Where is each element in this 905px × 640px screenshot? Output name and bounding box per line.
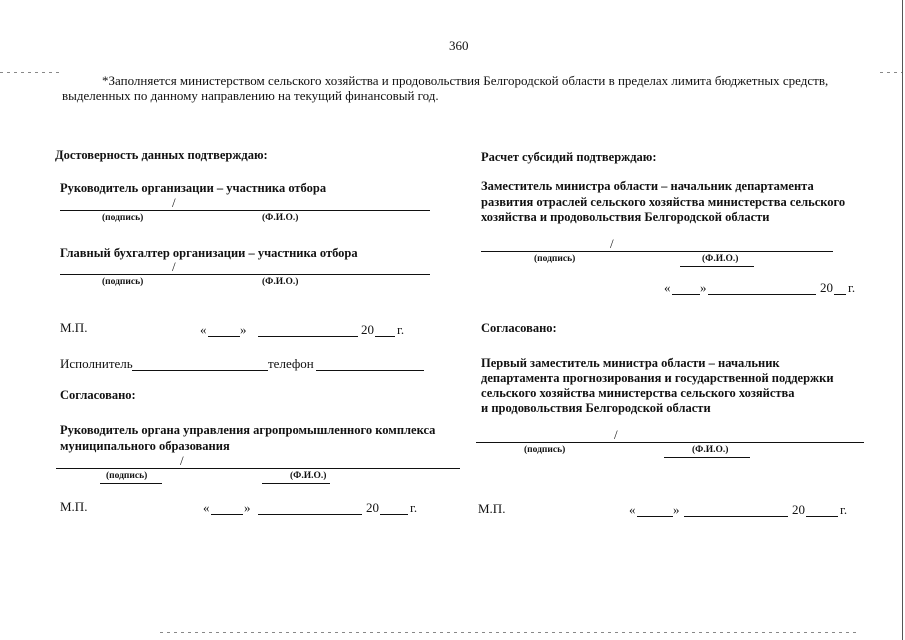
page-number: 360: [449, 38, 469, 53]
date-month-line: [258, 514, 362, 515]
date-day-line: [672, 294, 700, 295]
signature-caption: (подпись): [524, 445, 566, 455]
accountant-signature-line: [60, 274, 430, 275]
date-close-quote: »: [673, 502, 680, 517]
year-suffix: г.: [840, 502, 848, 517]
stamp-place: М.П.: [478, 501, 506, 516]
date-open-quote: «: [203, 500, 210, 515]
year-line: [806, 516, 838, 517]
caption-underline: [664, 457, 750, 458]
year-line: [380, 514, 408, 515]
agro-title-line1: Руководитель органа управления агропромышленного комплекса: [60, 423, 436, 437]
first-deputy-signature-line: [476, 442, 864, 443]
date-close-quote: »: [244, 500, 251, 515]
deputy-line2: развития отраслей сельского хозяйства министерства сельского: [481, 195, 846, 209]
right-confirm-heading: Расчет субсидий подтверждаю:: [481, 150, 657, 164]
right-agreed: Согласовано:: [481, 321, 557, 335]
scan-artifact: [0, 72, 60, 73]
scan-border: [902, 0, 903, 640]
left-confirm-heading: Достоверность данных подтверждаю:: [55, 148, 268, 162]
fio-caption: (Ф.И.О.): [702, 254, 739, 264]
footnote-line1: *Заполняется министерством сельского хозяйства и продовольствия Белгородской области в пределах лимита бюджетных средств,: [102, 73, 829, 88]
year-suffix: г.: [397, 322, 405, 337]
phone-line: [316, 370, 424, 371]
year-suffix: г.: [410, 500, 418, 515]
head-title: Руководитель организации – участника отбора: [60, 181, 327, 195]
slash-divider: /: [172, 259, 176, 274]
slash-divider: /: [172, 195, 176, 210]
slash-divider: /: [180, 453, 184, 468]
year-prefix: 20: [792, 502, 805, 517]
year-line: [834, 294, 846, 295]
deputy-line3: хозяйства и продовольствия Белгородской области: [481, 210, 770, 224]
footnote-line2: выделенных по данному направлению на текущий финансовый год.: [62, 88, 439, 103]
agro-title-line2: муниципального образования: [60, 439, 230, 453]
executor-label: Исполнитель: [60, 356, 133, 371]
agro-signature-line: [56, 468, 460, 469]
phone-label: телефон: [268, 356, 314, 371]
year-prefix: 20: [366, 500, 379, 515]
stamp-place: М.П.: [60, 320, 88, 335]
first-deputy-line3: сельского хозяйства министерства сельского хозяйства: [481, 386, 795, 400]
date-close-quote: »: [240, 322, 247, 337]
signature-caption: (подпись): [102, 213, 144, 223]
head-signature-line: [60, 210, 430, 211]
signature-caption: (подпись): [106, 471, 148, 481]
date-open-quote: «: [664, 280, 671, 295]
signature-caption: (подпись): [102, 277, 144, 287]
year-prefix: 20: [820, 280, 833, 295]
stamp-place: М.П.: [60, 499, 88, 514]
first-deputy-line2: департамента прогнозирования и государственной поддержки: [481, 371, 834, 385]
slash-divider: /: [610, 236, 614, 251]
fio-caption: (Ф.И.О.): [290, 471, 327, 481]
accountant-title: Главный бухгалтер организации – участника отбора: [60, 246, 358, 260]
left-agreed: Согласовано:: [60, 388, 136, 402]
date-day-line: [637, 516, 673, 517]
signature-caption: (подпись): [534, 254, 576, 264]
fio-caption: (Ф.И.О.): [262, 213, 299, 223]
year-line: [375, 336, 395, 337]
date-open-quote: «: [200, 322, 207, 337]
date-month-line: [684, 516, 788, 517]
caption-underline: [680, 266, 754, 267]
date-month-line: [708, 294, 816, 295]
date-day-line: [208, 336, 240, 337]
year-suffix: г.: [848, 280, 856, 295]
date-close-quote: »: [700, 280, 707, 295]
first-deputy-line4: и продовольствия Белгородской области: [481, 401, 711, 415]
scan-artifact: [880, 72, 902, 73]
date-open-quote: «: [629, 502, 636, 517]
caption-underline: [100, 483, 162, 484]
first-deputy-line1: Первый заместитель министра области – начальник: [481, 356, 780, 370]
fio-caption: (Ф.И.О.): [262, 277, 299, 287]
slash-divider: /: [614, 427, 618, 442]
deputy-line1: Заместитель министра области – начальник департамента: [481, 179, 814, 193]
scan-artifact: [160, 632, 860, 633]
deputy-signature-line: [481, 251, 833, 252]
date-month-line: [258, 336, 358, 337]
executor-line: [132, 370, 268, 371]
year-prefix: 20: [361, 322, 374, 337]
caption-underline: [262, 483, 330, 484]
fio-caption: (Ф.И.О.): [692, 445, 729, 455]
date-day-line: [211, 514, 243, 515]
